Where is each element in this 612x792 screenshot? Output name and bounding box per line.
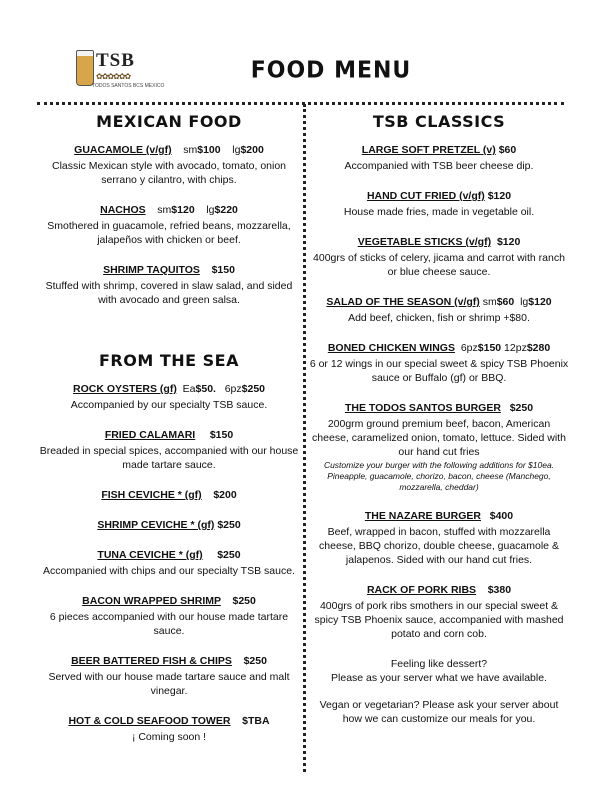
item-name: FRIED CALAMARI bbox=[104, 429, 196, 441]
item-price: $60 bbox=[498, 144, 517, 156]
menu-item-rock-oysters: ROCK OYSTERS (gf) Ea$50. 6pz$250 Accompanied by our specialty TSB sauce. bbox=[38, 382, 300, 412]
item-price: $150 bbox=[211, 264, 235, 276]
item-price: $250 bbox=[241, 383, 266, 395]
item-price: $250 bbox=[217, 519, 241, 531]
item-name: THE TODOS SANTOS BURGER bbox=[344, 402, 501, 414]
item-note: Customize your burger with the following additions for $10ea. Pineapple, guacamole, chorizo, bacon, cheese (Manchego, mozzarella, cheddar) bbox=[323, 460, 555, 492]
item-name: SHRIMP TAQUITOS bbox=[103, 264, 200, 276]
item-description: Stuffed with shrimp, covered in slaw salad, and sided with avocado and green salsa. bbox=[45, 280, 293, 306]
item-price: $250 bbox=[217, 549, 241, 561]
item-name: GUACAMOLE (v/gf) bbox=[74, 144, 172, 156]
menu-item-chicken-wings: BONED CHICKEN WINGS 6pz$150 12pz$280 6 or 12 wings in our special sweet & spicy TSB Phoenix sauce or Buffalo (gf) or BBQ. bbox=[309, 342, 569, 384]
vegan-note: Vegan or vegetarian? Please ask your server about how we can customize our meals for you. bbox=[319, 699, 559, 725]
item-description: Smothered in guacamole, refried beans, mozzarella, jalapeños with chicken or beef. bbox=[47, 220, 291, 246]
item-description: Accompanied by our specialty TSB sauce. bbox=[70, 399, 268, 411]
menu-item-nachos: NACHOS sm$120 lg$220 Smothered in guacamole, refried beans, mozzarella, jalapeños with chicken or beef. bbox=[38, 203, 300, 247]
item-name: SHRIMP CEVICHE * (gf) bbox=[97, 519, 215, 531]
menu-item-nazare-burger bbox=[309, 509, 569, 567]
item-price: $TBA bbox=[242, 715, 270, 727]
menu-item-vegetable-sticks bbox=[309, 235, 569, 279]
logo-subtext: TODOS SANTOS BCS MEXICO bbox=[92, 83, 165, 89]
item-price: $380 bbox=[487, 584, 512, 596]
item-description: Beef, wrapped in bacon, stuffed with mozzarella cheese, BBQ chorizo, double cheese, guacamole & jalapenos. Sided with our hand cut fries. bbox=[319, 526, 559, 566]
logo-wave-decoration: ✿✿✿✿✿✿ bbox=[96, 72, 131, 81]
item-price: $150 bbox=[209, 429, 234, 441]
item-name: THE NAZARE BURGER bbox=[364, 510, 481, 522]
item-price: $250 bbox=[232, 595, 256, 607]
item-name: BEER BATTERED FISH & CHIPS bbox=[71, 655, 232, 667]
item-name: RACK OF PORK RIBS bbox=[366, 584, 477, 596]
right-column bbox=[309, 112, 569, 739]
item-name: LARGE SOFT PRETZEL (v) bbox=[361, 144, 496, 156]
item-price: $150 bbox=[477, 342, 502, 354]
item-description: 400grs of sticks of celery, jicama and carrot with ranch or blue cheese sauce. bbox=[313, 252, 565, 278]
item-name: SALAD OF THE SEASON (v/gf) bbox=[326, 296, 480, 308]
item-description: 200grm ground premium beef, bacon, American cheese, caramelized onion, tomato, lettuce. Sided with our hand cut fries bbox=[312, 418, 566, 458]
item-name: HOT & COLD SEAFOOD TOWER bbox=[68, 715, 231, 727]
item-price: $400 bbox=[489, 510, 514, 522]
dessert-note: Feeling like dessert? Please as your server what we have available. bbox=[331, 658, 547, 684]
item-price: $60 bbox=[496, 296, 515, 308]
item-name: ROCK OYSTERS (gf) bbox=[72, 383, 177, 395]
item-description: Breaded in special spices, accompanied with our house made tartare sauce. bbox=[39, 445, 299, 471]
item-price: $120 bbox=[487, 190, 512, 202]
item-price: $120 bbox=[171, 204, 195, 216]
page-title: FOOD MENU bbox=[250, 57, 412, 84]
section-title-classics: TSB CLASSICS bbox=[372, 112, 506, 131]
item-price: $220 bbox=[214, 204, 238, 216]
menu-item-seafood-tower bbox=[38, 714, 300, 744]
item-name: VEGETABLE STICKS (v/gf) bbox=[357, 236, 492, 248]
item-price: $280 bbox=[526, 342, 551, 354]
item-price: $250 bbox=[509, 402, 534, 414]
menu-item-pork-ribs bbox=[309, 583, 569, 641]
item-description: 6 or 12 wings in our special sweet & spicy TSB Phoenix sauce or Buffalo (gf) or BBQ. bbox=[309, 358, 569, 384]
menu-item-shrimp-ceviche bbox=[38, 518, 300, 532]
item-description: Add beef, chicken, fish or shrimp +$80. bbox=[348, 312, 530, 324]
column-divider bbox=[303, 104, 306, 772]
item-price: $50. bbox=[195, 383, 216, 395]
item-name: BACON WRAPPED SHRIMP bbox=[82, 595, 221, 607]
item-name: HAND CUT FRIED (v/gf) bbox=[366, 190, 485, 202]
menu-item-shrimp-taquitos bbox=[38, 263, 300, 307]
section-title-mexican: MEXICAN FOOD bbox=[96, 112, 242, 131]
menu-item-fish-chips bbox=[38, 654, 300, 698]
item-description: 6 pieces accompanied with our house made tartare sauce. bbox=[49, 611, 289, 637]
menu-item-fish-ceviche bbox=[38, 488, 300, 502]
item-description: Served with our house made tartare sauce and malt vinegar. bbox=[48, 671, 290, 697]
item-price: $120 bbox=[496, 236, 521, 248]
item-name: FISH CEVICHE * (gf) bbox=[101, 489, 202, 501]
menu-item-fried-calamari bbox=[38, 428, 300, 472]
menu-item-tuna-ceviche bbox=[38, 548, 300, 578]
item-name: NACHOS bbox=[100, 204, 146, 216]
item-price: $250 bbox=[243, 655, 267, 667]
menu-item-bacon-wrapped-shrimp bbox=[38, 594, 300, 638]
item-description: Classic Mexican style with avocado, tomato, onion serrano y cilantro, with chips. bbox=[51, 160, 287, 186]
menu-item-todos-santos-burger bbox=[309, 401, 569, 493]
item-price: $120 bbox=[528, 296, 552, 308]
item-price: $100 bbox=[197, 144, 221, 156]
logo-text: TSB bbox=[96, 50, 135, 71]
item-description: House made fries, made in vegetable oil. bbox=[343, 206, 535, 218]
item-description: Accompanied with chips and our specialty TSB sauce. bbox=[43, 565, 295, 577]
item-description: 400grs of pork ribs smothers in our special sweet & spicy TSB Phoenix sauce, accompanied with mashed potato and corn cob. bbox=[314, 600, 564, 640]
item-name: BONED CHICKEN WINGS bbox=[327, 342, 455, 354]
header-divider bbox=[37, 102, 564, 105]
item-name: TUNA CEVICHE * (gf) bbox=[97, 549, 203, 561]
item-description: Accompanied with TSB beer cheese dip. bbox=[344, 160, 534, 172]
left-column bbox=[38, 112, 300, 760]
menu-item-pretzel bbox=[309, 143, 569, 173]
item-description: ¡ Coming soon ! bbox=[131, 731, 207, 743]
menu-item-salad: SALAD OF THE SEASON (v/gf) sm$60 lg$120 Add beef, chicken, fish or shrimp +$80. bbox=[309, 295, 569, 325]
item-price: $200 bbox=[213, 489, 237, 501]
menu-item-hand-cut-fries bbox=[309, 189, 569, 219]
item-price: $200 bbox=[240, 144, 264, 156]
menu-item-guacamole: GUACAMOLE (v/gf) sm$100 lg$200 Classic Mexican style with avocado, tomato, onion serrano y cilantro, with chips. bbox=[38, 143, 300, 187]
section-title-sea: FROM THE SEA bbox=[99, 351, 239, 370]
